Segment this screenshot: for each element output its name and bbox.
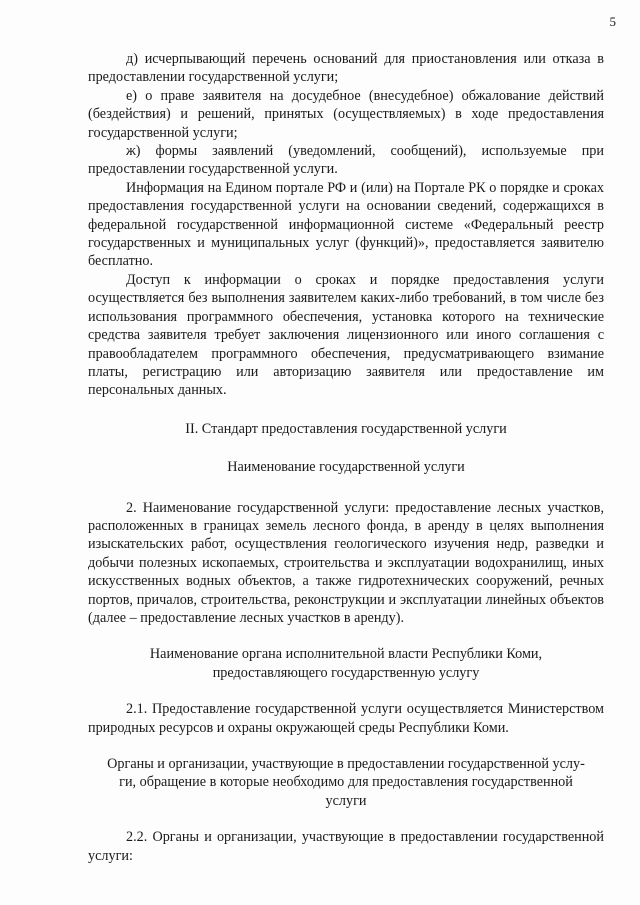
paragraph-item-2-1: 2.1. Предоставление государственной услуги осуществляется Министерством природных ресурсов и охраны окружающей среды Республики Коми. [88,701,604,736]
list-item-d: д) исчерпывающий перечень оснований для приостановления или отказа в предоставлении государственной услуги; [88,51,604,86]
paragraph-portal-info: Информация на Едином портале РФ и (или) на Портале РК о порядке и сроках предоставления государственной услуги на основании сведений, содержащихся в федеральной государственной информационной системе «Федеральный реестр государственных и муниципальных услуг (функций)», предоставляется заявителю бесплатно. [88,179,604,270]
paragraph-item-2-2: 2.2. Органы и организации, участвующие в предоставлении государственной услуги: [88,829,604,864]
subsection-title-orgs-line-2: ги, обращение в которые необходимо для предоставления государственной [119,774,573,791]
list-item-e: е) о праве заявителя на досудебное (внесудебное) обжалование действий (бездействия) и решений, принятых (осуществляемых) в ходе предоставления государственной услуги; [88,87,604,141]
paragraph-access-info: Доступ к информации о сроках и порядке предоставления услуги осуществляется без выполнения заявителем каких-либо требований, в том числе без использования программного обеспечения, установка которого на технические средства заявителя требует заключения лицензионного или иного соглашения с правообладателем программного обеспечения, предусматривающего взимание платы, регистрацию или авторизацию заявителя или предоставление им персональных данных. [88,271,604,399]
list-item-zh: ж) формы заявлений (уведомлений, сообщений), используемые при предоставлении государственной услуги. [88,143,604,178]
subsection-title-authority-line-1: Наименование органа исполнительной власти Республики Коми, [149,646,543,663]
document-body [88,50,604,865]
page-number: 5 [609,14,616,29]
subsection-title-orgs-line-3: услуги [325,792,367,809]
subsection-title-service-name: Наименование государственной услуги [227,459,465,476]
subsection-title-orgs-line-1: Органы и организации, участвующие в предоставлении государственной услу- [107,756,585,772]
subsection-title-authority-line-2: предоставляющего государственную услугу [212,664,480,681]
section-title: II. Стандарт предоставления государственной услуги [185,420,507,437]
paragraph-item-2: 2. Наименование государственной услуги: предоставление лесных участков, расположенных в границах земель лесного фонда, в аренду в целях выполнения изыскательских работ, осуществления геологического изучения недр, разведки и добычи полезных ископаемых, строительства и эксплуатации водохранилищ, иных искусственных водных объектов, а также гидротехнических сооружений, речных портов, причалов, строительства, реконструкции и эксплуатации линейных объектов (далее – предоставление лесных участков в аренду). [88,499,604,626]
